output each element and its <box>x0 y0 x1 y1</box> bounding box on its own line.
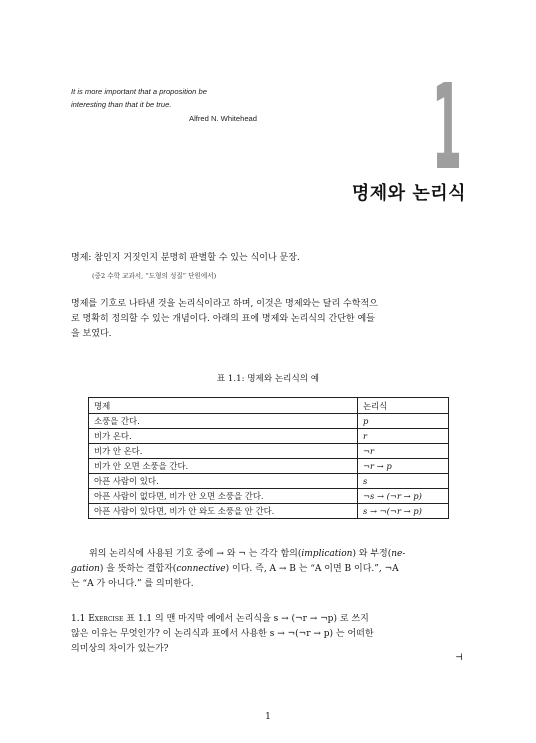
table-caption: 표 1.1: 명제와 논리식의 예 <box>216 374 320 384</box>
formula-cell: ¬r → p <box>358 459 449 474</box>
table-header-row <box>89 398 449 414</box>
exercise-end-mark: ⊣ <box>455 653 463 663</box>
formula-cell: ¬s → (¬r → p) <box>358 489 449 504</box>
paragraph-2-line-3: 는 “A 가 아니다.” 를 의미한다. <box>71 579 194 589</box>
epigraph-author: Alfred N. Whitehead <box>189 114 257 123</box>
epigraph <box>71 85 271 125</box>
paragraph-1-line-3: 을 보였다. <box>71 329 112 339</box>
chapter-title: 명제와 논리식 <box>351 183 466 204</box>
header-proposition: 명제 <box>89 398 358 414</box>
table-row <box>89 429 449 444</box>
definition-text: 명제: 참인지 거짓인지 분명히 판별할 수 있는 식이나 문장. <box>71 253 300 263</box>
paragraph-2 <box>71 547 463 592</box>
exercise <box>71 612 463 657</box>
table-row <box>89 504 449 519</box>
table-row <box>89 474 449 489</box>
p2-text-meaning: ) 이다. 즉, A → B 는 “A 이면 B 이다.”, ¬A <box>225 564 399 574</box>
chapter-number-text: 1 <box>432 58 462 196</box>
epigraph-line-2: interesting than that it be true. <box>71 100 172 109</box>
exercise-number: 1.1 <box>71 614 86 624</box>
formula-cell: s → ¬(¬r → p) <box>358 504 449 519</box>
p2-term-implication: implication <box>301 549 353 559</box>
formula-cell: ¬r <box>358 444 449 459</box>
proposition-cell: 소풍을 간다. <box>89 414 358 429</box>
chapter-number <box>426 58 462 196</box>
paragraph-1 <box>71 297 463 342</box>
p2-text-a: 위의 논리식에 사용된 기호 중에 → 와 ¬ 는 각각 함의( <box>89 549 302 559</box>
p2-term-negation-start: ne- <box>391 549 406 559</box>
p2-text-c: ) 와 부정( <box>352 549 392 559</box>
formula-cell: r <box>358 429 449 444</box>
epigraph-line-1: It is more important that a proposition be <box>71 87 207 96</box>
p2-term-connective: connective <box>176 564 226 574</box>
paragraph-1-line-2: 로 명확히 정의할 수 있는 개념이다. 아래의 표에 명제와 논리식의 간단한 예들 <box>71 314 375 324</box>
exercise-line-1 <box>71 612 463 627</box>
proposition-cell: 비가 온다. <box>89 429 358 444</box>
paragraph-2-line-2 <box>71 562 463 577</box>
header-formula: 논리식 <box>358 398 449 414</box>
exercise-text-1: 표 1.1 의 맨 마지막 예에서 논리식을 s → (¬r → ¬p) 로 쓰지 <box>126 614 369 624</box>
table-row <box>89 444 449 459</box>
exercise-line-2: 않은 이유는 무엇인가? 이 논리식과 표에서 사용한 s → ¬(¬r → p) 는 어떠한 <box>71 629 374 639</box>
table-row <box>89 489 449 504</box>
proposition-cell: 아픈 사람이 있다. <box>89 474 358 489</box>
proposition-cell: 아픈 사람이 있다면, 비가 안 와도 소풍을 안 간다. <box>89 504 358 519</box>
table-row <box>89 459 449 474</box>
p2-term-negation-end: gation <box>71 564 100 574</box>
proposition-cell: 비가 안 온다. <box>89 444 358 459</box>
exercise-line-3: 의미상의 차이가 있는가? <box>71 644 169 654</box>
paragraph-1-line-1: 명제를 기호로 나타낸 것을 논리식이라고 하며, 이것은 명제와는 달리 수학적으 <box>71 299 378 309</box>
formula-cell: p <box>358 414 449 429</box>
exercise-label: Exercise <box>88 614 124 624</box>
page-number: 1 <box>265 712 271 722</box>
table-row <box>89 414 449 429</box>
proposition-cell: 아픈 사람이 없다면, 비가 안 오면 소풍을 간다. <box>89 489 358 504</box>
paragraph-2-line-1 <box>71 547 463 562</box>
formula-cell: s <box>358 474 449 489</box>
logic-table <box>88 397 449 519</box>
p2-text-connective-intro: ) 을 뜻하는 결합자( <box>99 564 177 574</box>
proposition-cell: 비가 안 오면 소풍을 간다. <box>89 459 358 474</box>
definition-source: (중2 수학 교과서, “도형의 성질” 단원에서) <box>92 272 217 280</box>
